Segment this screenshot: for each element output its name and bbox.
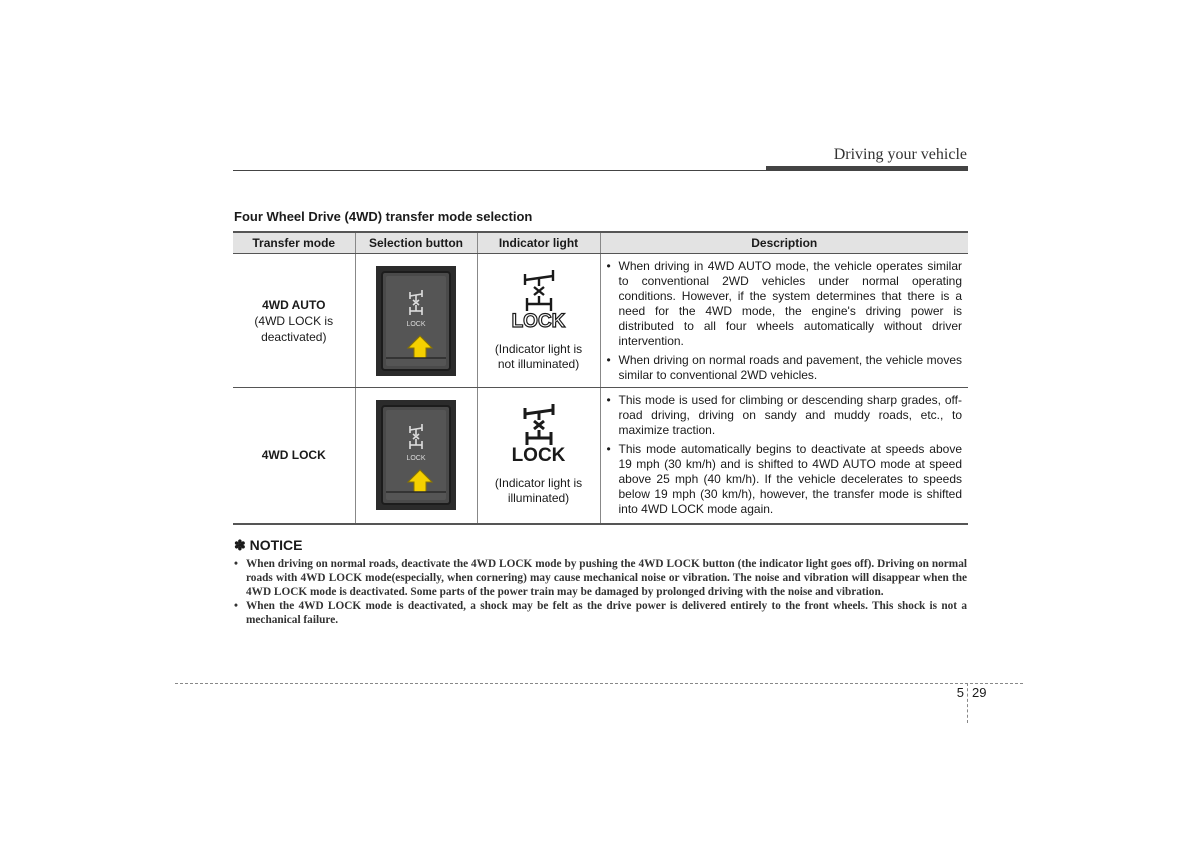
notice-list xyxy=(234,557,967,627)
button-label: LOCK xyxy=(406,455,426,463)
footer-divider xyxy=(967,683,968,723)
footer-rule xyxy=(175,683,1023,684)
4wd-lock-button-photo xyxy=(376,400,456,510)
column-header: Indicator light xyxy=(477,232,600,254)
chapter-number: 5 xyxy=(956,685,964,700)
description-cell xyxy=(600,254,968,388)
table-row xyxy=(233,254,968,388)
button-cell xyxy=(355,254,477,388)
column-header: Transfer mode xyxy=(233,232,355,254)
button-cell xyxy=(355,388,477,524)
list-item: • This mode is used for climbing or descending sharp grades, off-road driving, driving on sandy and muddy roads, etc., to maximize traction. xyxy=(607,393,963,438)
transfer-mode-table xyxy=(233,231,968,525)
indicator-lock-word: LOCK xyxy=(511,445,566,467)
list-item: • This mode automatically begins to deactivate at speeds above 19 mph (30 km/h) and is shifted to 4WD AUTO mode at speed above 25 mph (40 km/h). If the vehicle decelerates to speeds below 19 mph (30 km/h), however, the transfer mode is shifted into 4WD LOCK mode again. xyxy=(607,442,963,517)
description-cell xyxy=(600,388,968,524)
mode-subtitle: (4WD LOCK is deactivated) xyxy=(254,313,334,344)
column-header: Selection button xyxy=(355,232,477,254)
indicator-cell xyxy=(477,388,600,524)
mode-name: 4WD AUTO xyxy=(262,297,326,312)
indicator-cell xyxy=(477,254,600,388)
list-item: • When driving in 4WD AUTO mode, the vehicle operates similar to conventional 2WD vehicles under normal operating conditions. However, if the system determines that there is a need for the 4WD mode, the engine's driving power is distributed to all four wheels automatically without driver intervention. xyxy=(607,259,963,349)
column-header: Description xyxy=(600,232,968,254)
section-title: Four Wheel Drive (4WD) transfer mode selection xyxy=(234,209,533,224)
page-number: 29 xyxy=(972,685,987,700)
4wd-lock-button-photo xyxy=(376,266,456,376)
header-bar xyxy=(766,166,968,171)
4wd-drivetrain-icon xyxy=(519,270,559,312)
indicator-caption: (Indicator light is illuminated) xyxy=(494,476,583,506)
list-item: • When driving on normal roads and pavement, the vehicle moves similar to conventional 2WD vehicles. xyxy=(607,353,963,383)
indicator-caption: (Indicator light is not illuminated) xyxy=(494,341,583,371)
4wd-drivetrain-icon xyxy=(519,404,559,446)
mode-name: 4WD LOCK xyxy=(261,448,326,463)
notice-item: • When the 4WD LOCK mode is deactivated, a shock may be felt as the drive power is delivered entirely to the front wheels. This shock is not a mechanical failure. xyxy=(234,599,967,627)
button-label: LOCK xyxy=(406,320,426,328)
table-row xyxy=(233,388,968,524)
notice-item: • When driving on normal roads, deactivate the 4WD LOCK mode by pushing the 4WD LOCK button (the indicator light goes off). Driving on normal roads with 4WD LOCK mode(especially, when cornering) may cause mechanical noise or vibration. The noise and vibration will disappear when the 4WD LOCK mode is deactivated. Some parts of the power train may be damaged by prolonged driving with the noise and vibration. xyxy=(234,557,967,599)
mode-cell xyxy=(233,254,355,388)
mode-cell xyxy=(233,388,355,524)
running-header-title: Driving your vehicle xyxy=(833,146,967,163)
notice-title: ✽ NOTICE xyxy=(234,537,303,553)
indicator-lock-word: LOCK xyxy=(511,310,566,332)
table-header-row xyxy=(233,232,968,254)
